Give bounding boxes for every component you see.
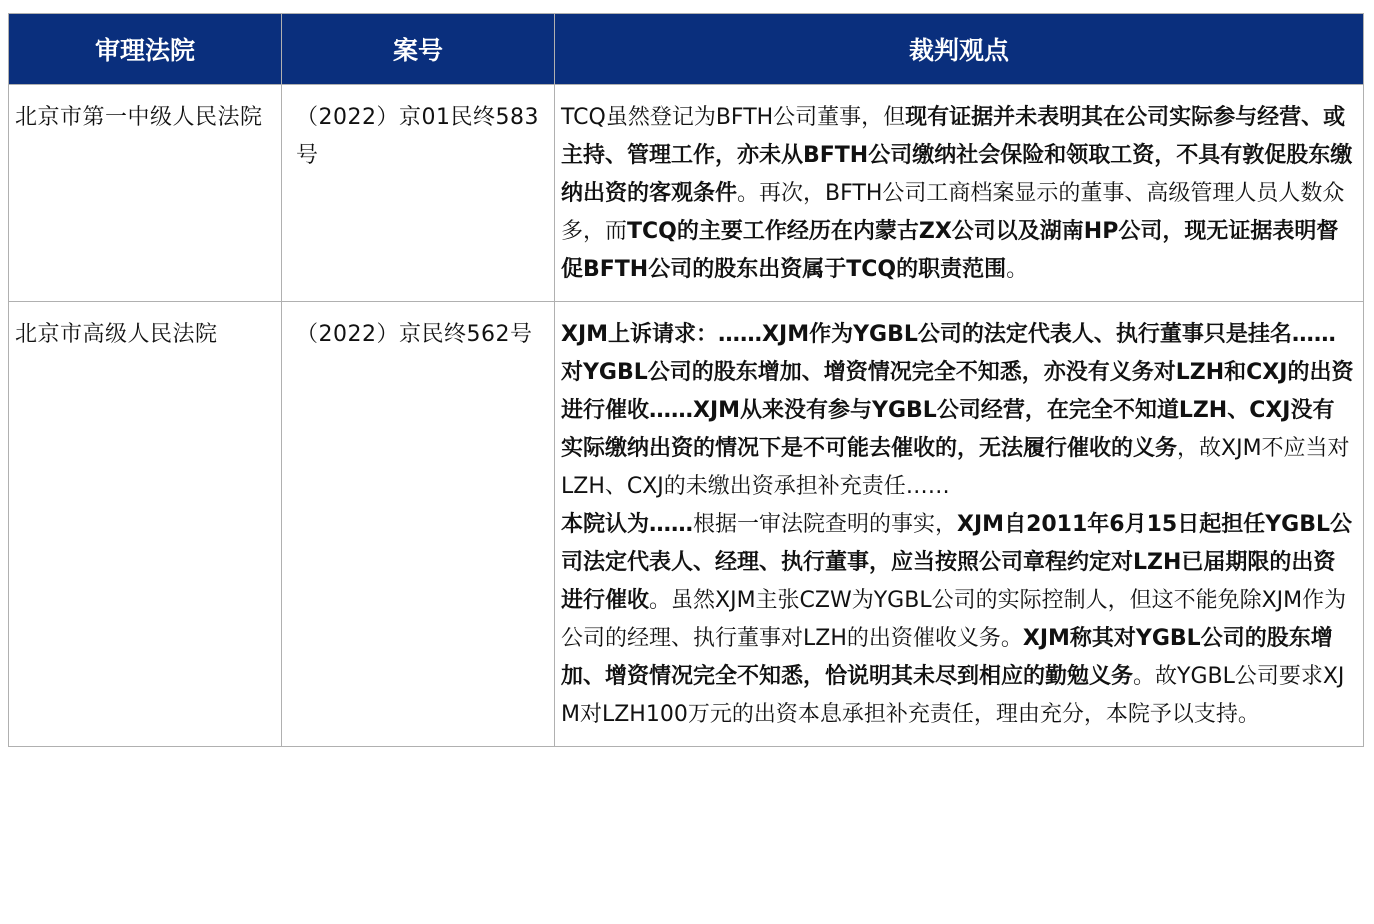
opinion-bold-text: 本院认为…… [561, 512, 694, 537]
opinion-bold-text: XJM称其对YGBL公司的股东增加、增资情况完全不知悉，恰说明其未尽到相应的勤勉义务 [561, 626, 1333, 689]
header-court: 审理法院 [9, 14, 282, 85]
header-case-no: 案号 [282, 14, 555, 85]
opinion-bold-text: TCQ的主要工作经历在内蒙古ZX公司以及湖南HP公司，现无证据表明督促BFTH公司的股东出资属于TCQ的职责范围 [561, 219, 1339, 282]
opinion-bold-text: XJM上诉请求：……XJM作为YGBL公司的法定代表人、执行董事只是挂名……对YGBL公司的股东增加、增资情况完全不知悉，亦没有义务对LZH和CXJ的出资进行催收……XJM从来没有参与YGBL公司经营，在完全不知道LZH、CXJ没有实际缴纳出资的情况下是不可能去催收的，无法履行催收的义务 [561, 322, 1354, 461]
court-cell: 北京市高级人民法院 [9, 302, 282, 747]
opinion-bold-text: XJM自2011年6月15日起担任YGBL公司法定代表人、经理、执行董事，应当按照公司章程约定对LZH已届期限的出资进行催收 [561, 512, 1353, 613]
opinion-text: 。 [1006, 257, 1029, 282]
opinion-text: 。再次，BFTH公司工商档案显示的董事、高级管理人员人数众多，而 [561, 181, 1345, 244]
opinion-text: 。故YGBL公司要求XJM对LZH100万元的出资本息承担补充责任，理由充分，本院予以支持。 [561, 664, 1345, 727]
opinion-text: TCQ虽然登记为BFTH公司董事，但 [561, 105, 906, 130]
opinion-text: ，故XJM不应当对LZH、CXJ的未缴出资承担补充责任…… [561, 436, 1350, 499]
table-header-row [9, 14, 1364, 85]
case-no-cell: （2022）京01民终583号 [282, 85, 555, 302]
opinion-text: 。虽然XJM主张CZW为YGBL公司的实际控制人，但这不能免除XJM作为公司的经理、执行董事对LZH的出资催收义务。 [561, 588, 1347, 651]
opinion-bold-text: 现有证据并未表明其在公司实际参与经营、或主持、管理工作，亦未从BFTH公司缴纳社会保险和领取工资，不具有敦促股东缴纳出资的客观条件 [561, 105, 1353, 206]
table-row [9, 302, 1364, 747]
court-cell: 北京市第一中级人民法院 [9, 85, 282, 302]
case-table [8, 13, 1364, 747]
header-opinion: 裁判观点 [555, 14, 1364, 85]
opinion-text: 根据一审法院查明的事实， [693, 512, 958, 537]
opinion-cell [555, 85, 1364, 302]
case-no-cell: （2022）京民终562号 [282, 302, 555, 747]
table-row [9, 85, 1364, 302]
opinion-cell [555, 302, 1364, 747]
